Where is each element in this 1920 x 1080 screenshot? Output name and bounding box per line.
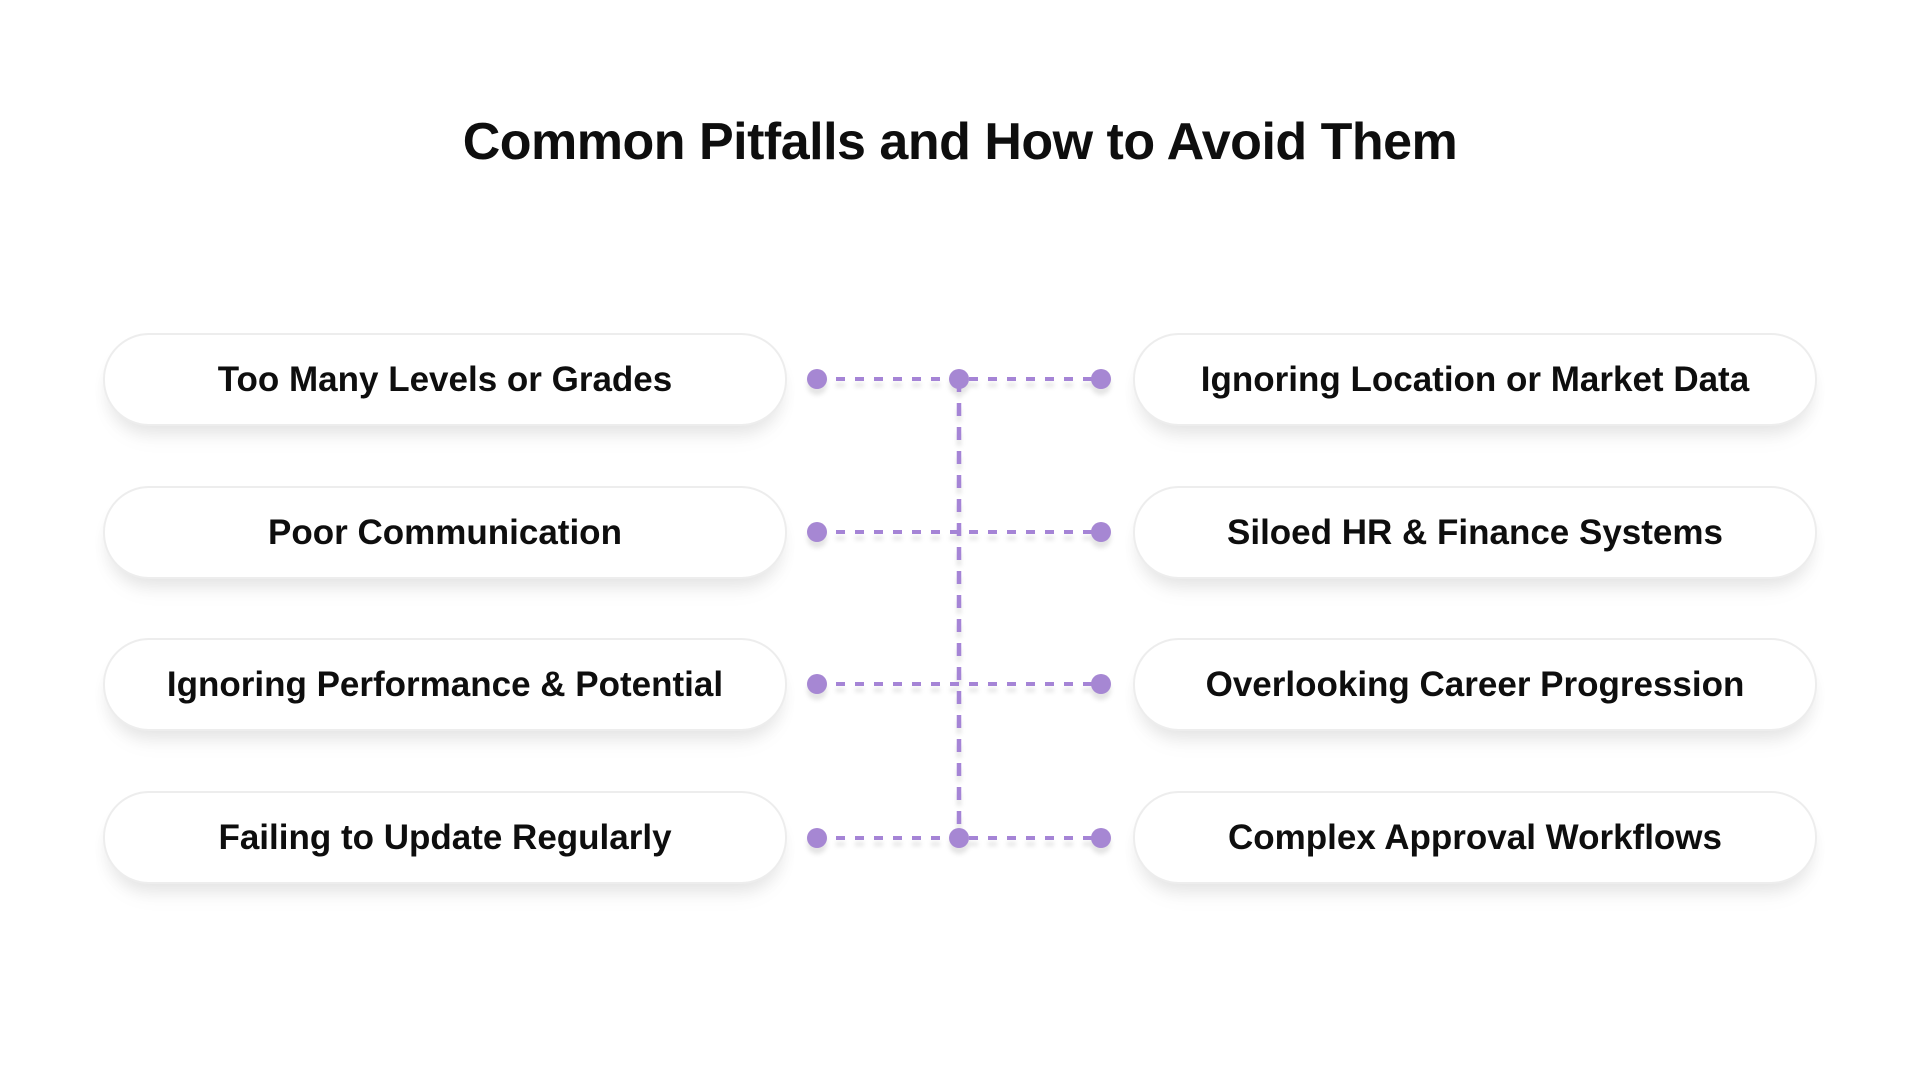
pitfall-card-left-4 [103, 791, 787, 884]
pitfall-card-right-2 [1133, 486, 1817, 579]
connector-dot [949, 828, 969, 848]
pitfall-card-right-1 [1133, 333, 1817, 426]
connector-diagram [800, 355, 1120, 855]
connector-dot [807, 828, 827, 848]
connector-dot [807, 522, 827, 542]
connector-dot [807, 369, 827, 389]
pitfall-card-label: Complex Approval Workflows [1228, 817, 1722, 857]
pitfall-card-left-2 [103, 486, 787, 579]
pitfall-card-label: Overlooking Career Progression [1205, 664, 1745, 704]
pitfall-card-label: Ignoring Performance & Potential [166, 664, 724, 704]
pitfall-card-label: Failing to Update Regularly [218, 817, 672, 857]
pitfall-card-label: Siloed HR & Finance Systems [1227, 512, 1723, 552]
pitfall-card-right-4 [1133, 791, 1817, 884]
connector-dot [1091, 369, 1111, 389]
pitfall-card-label: Poor Communication [268, 512, 622, 552]
connector-dot [949, 369, 969, 389]
connector-dot [1091, 828, 1111, 848]
connector-dot [807, 674, 827, 694]
pitfall-card-label: Too Many Levels or Grades [217, 359, 673, 399]
page-title: Common Pitfalls and How to Avoid Them [462, 113, 1458, 171]
pitfall-card-left-1 [103, 333, 787, 426]
connector-dot [1091, 674, 1111, 694]
pitfall-card-right-3 [1133, 638, 1817, 731]
pitfall-card-label: Ignoring Location or Market Data [1200, 359, 1750, 399]
connector-dot [1091, 522, 1111, 542]
pitfall-card-left-3 [103, 638, 787, 731]
